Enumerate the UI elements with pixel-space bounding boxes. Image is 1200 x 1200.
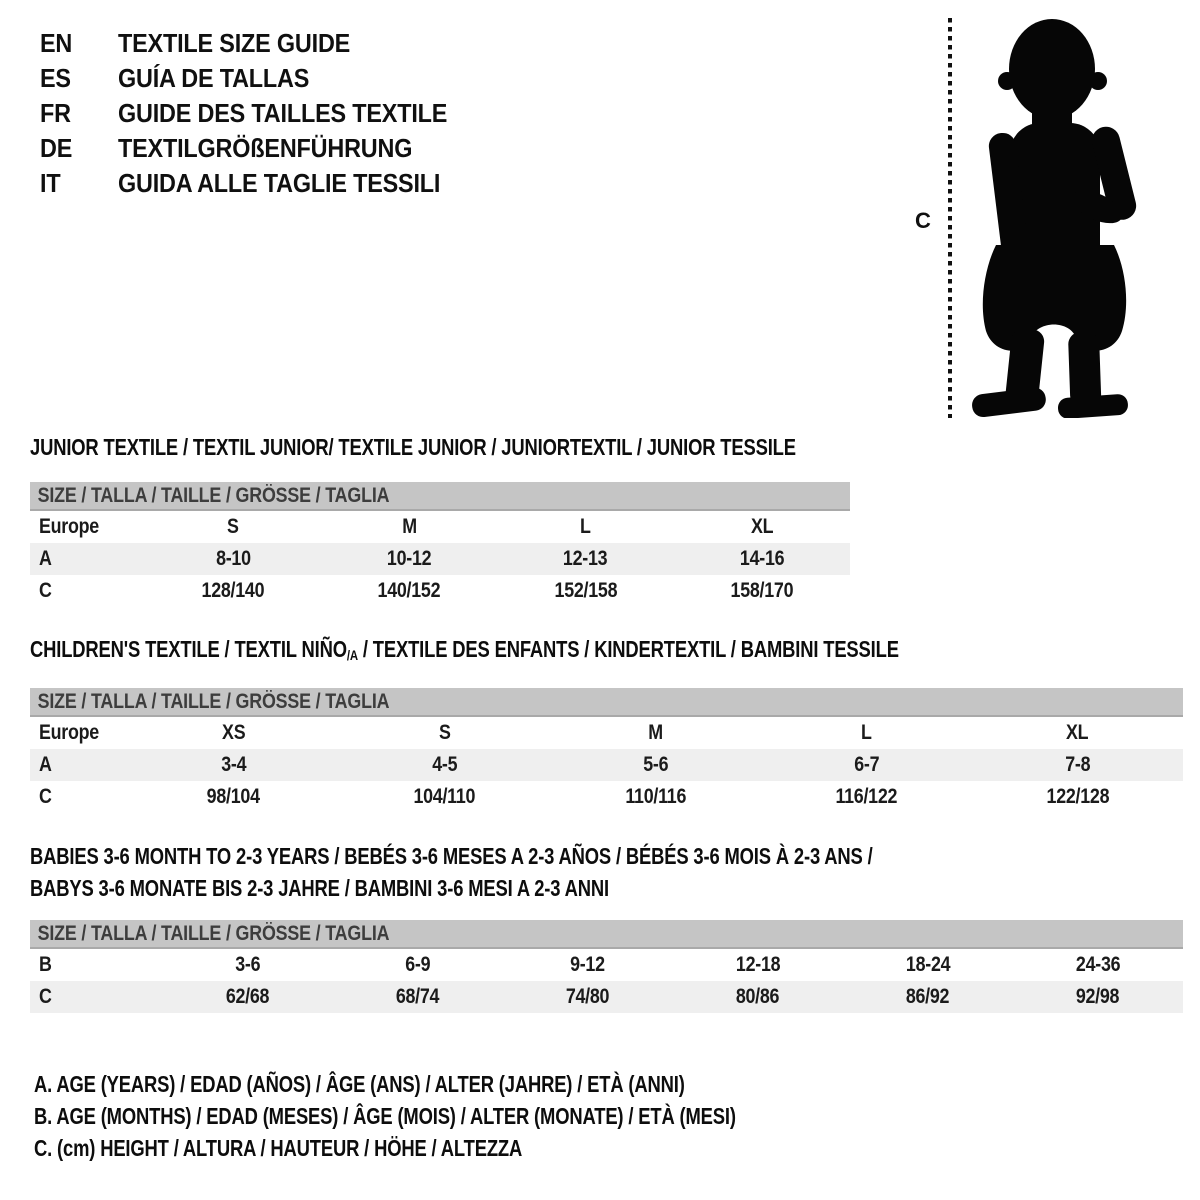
title-subscript: /A bbox=[346, 648, 358, 665]
table-cell: XS bbox=[221, 721, 246, 744]
children-section-title: CHILDREN'S TEXTILE / TEXTIL $NIÑO_{/A}$ / TEXTILE DES ENFANTS / KINDERTEXTIL / BAMBINI TESSILE bbox=[30, 636, 899, 665]
table-row-height-cm bbox=[30, 781, 1183, 813]
table-cell: 110/116 bbox=[625, 785, 686, 808]
language-code: ES bbox=[40, 63, 71, 93]
table-cell: 122/128 bbox=[1046, 785, 1109, 808]
language-code: IT bbox=[40, 168, 61, 198]
table-row-age-years bbox=[30, 543, 850, 575]
table-cell: 116/122 bbox=[835, 785, 898, 808]
table-cell: C bbox=[39, 579, 52, 602]
legend-line-b: B. AGE (MONTHS) / EDAD (MESES) / ÂGE (MOIS) / ALTER (MONATE) / ETÀ (MESI) bbox=[34, 1103, 736, 1129]
language-row-it bbox=[40, 166, 484, 201]
table-cell: A bbox=[39, 753, 52, 776]
babies-size-header-bar: SIZE / TALLA / TAILLE / GRÖSSE / TAGLIA bbox=[30, 920, 1183, 949]
table-cell: 24-36 bbox=[1075, 953, 1121, 976]
language-code: DE bbox=[40, 133, 73, 163]
table-cell: 4-5 bbox=[431, 753, 457, 776]
legend-line-c: C. (cm) HEIGHT / ALTURA / HAUTEUR / HÖHE / ALTEZZA bbox=[34, 1135, 523, 1161]
table-cell: M bbox=[401, 515, 417, 538]
table-cell: L bbox=[580, 515, 591, 538]
table-cell: 5-6 bbox=[642, 753, 668, 776]
table-cell: Europe bbox=[39, 721, 99, 744]
language-label: GUIDA ALLE TAGLIE TESSILI bbox=[118, 168, 441, 198]
table-cell: Europe bbox=[39, 515, 99, 538]
junior-size-table bbox=[30, 511, 850, 607]
babies-size-table bbox=[30, 949, 1183, 1013]
table-row-age-years bbox=[30, 749, 1183, 781]
table-cell: 68/74 bbox=[395, 985, 440, 1008]
table-row-age-months bbox=[30, 949, 1183, 981]
language-label: TEXTILGRÖßENFÜHRUNG bbox=[118, 133, 413, 163]
table-cell: 9-12 bbox=[570, 953, 606, 976]
table-cell: 62/68 bbox=[225, 985, 270, 1008]
table-cell: 128/140 bbox=[201, 579, 265, 602]
table-cell: 18-24 bbox=[905, 953, 951, 976]
table-cell: 12-13 bbox=[563, 547, 608, 570]
table-cell: 74/80 bbox=[566, 985, 610, 1008]
children-size-table bbox=[30, 717, 1183, 813]
legend-line-a: A. AGE (YEARS) / EDAD (AÑOS) / ÂGE (ANS) / ALTER (JAHRE) / ETÀ (ANNI) bbox=[34, 1071, 685, 1097]
table-cell: 158/170 bbox=[730, 579, 794, 602]
table-cell: S bbox=[438, 721, 451, 744]
table-cell: 140/152 bbox=[377, 579, 441, 602]
table-cell: 86/92 bbox=[906, 985, 950, 1008]
language-label: GUÍA DE TALLAS bbox=[118, 63, 310, 93]
height-measure-dashed-line bbox=[948, 18, 952, 418]
table-cell: 80/86 bbox=[736, 985, 780, 1008]
language-row-en bbox=[40, 26, 484, 61]
junior-size-header-bar: SIZE / TALLA / TAILLE / GRÖSSE / TAGLIA bbox=[30, 482, 850, 511]
table-cell: L bbox=[861, 721, 872, 744]
table-cell: 14-16 bbox=[739, 547, 785, 570]
children-size-header-bar: SIZE / TALLA / TAILLE / GRÖSSE / TAGLIA bbox=[30, 688, 1183, 717]
table-cell: 8-10 bbox=[215, 547, 251, 570]
language-code: EN bbox=[40, 28, 73, 58]
language-row-es bbox=[40, 61, 484, 96]
height-measure-label: C bbox=[915, 208, 931, 233]
table-cell: XL bbox=[750, 515, 773, 538]
table-cell: A bbox=[39, 547, 52, 570]
table-cell: B bbox=[39, 953, 52, 976]
table-row-europe bbox=[30, 717, 1183, 749]
table-cell: C bbox=[39, 985, 52, 1008]
table-cell: 104/110 bbox=[413, 785, 476, 808]
language-row-de bbox=[40, 131, 484, 166]
toddler-silhouette-icon bbox=[968, 16, 1138, 418]
language-label: TEXTILE SIZE GUIDE bbox=[118, 28, 351, 58]
language-title-list bbox=[40, 26, 484, 201]
table-cell: C bbox=[39, 785, 52, 808]
table-row-height-cm bbox=[30, 981, 1183, 1013]
table-cell: 12-18 bbox=[735, 953, 781, 976]
table-row-europe bbox=[30, 511, 850, 543]
language-row-fr bbox=[40, 96, 484, 131]
table-cell: 152/158 bbox=[554, 579, 617, 602]
measure-legend bbox=[34, 1068, 911, 1164]
table-cell: 6-9 bbox=[405, 953, 431, 976]
table-cell: 92/98 bbox=[1076, 985, 1120, 1008]
table-cell: 6-7 bbox=[853, 753, 879, 776]
table-cell: S bbox=[227, 515, 239, 538]
table-cell: 3-4 bbox=[220, 753, 247, 776]
table-cell: M bbox=[648, 721, 663, 744]
table-cell: 7-8 bbox=[1064, 753, 1090, 776]
table-cell: 10-12 bbox=[387, 547, 432, 570]
table-cell: XL bbox=[1066, 721, 1089, 744]
table-row-height-cm bbox=[30, 575, 850, 607]
junior-section-title: JUNIOR TEXTILE / TEXTIL JUNIOR/ TEXTILE JUNIOR / JUNIORTEXTIL / JUNIOR TESSILE bbox=[30, 434, 796, 460]
table-cell: 98/104 bbox=[206, 785, 261, 808]
table-cell: 3-6 bbox=[235, 953, 261, 976]
babies-section-title: BABIES 3-6 MONTH TO 2-3 YEARS / BEBÉS 3-6 MESES A 2-3 AÑOS / BÉBÉS 3-6 MOIS À 2-3 ANS / BABYS 3-6 MONATE BIS 2-3 JAHRE / BAMBINI 3-6 MESI A 2-3 ANNI bbox=[30, 843, 873, 901]
language-code: FR bbox=[40, 98, 71, 128]
language-label: GUIDE DES TAILLES TEXTILE bbox=[118, 98, 448, 128]
